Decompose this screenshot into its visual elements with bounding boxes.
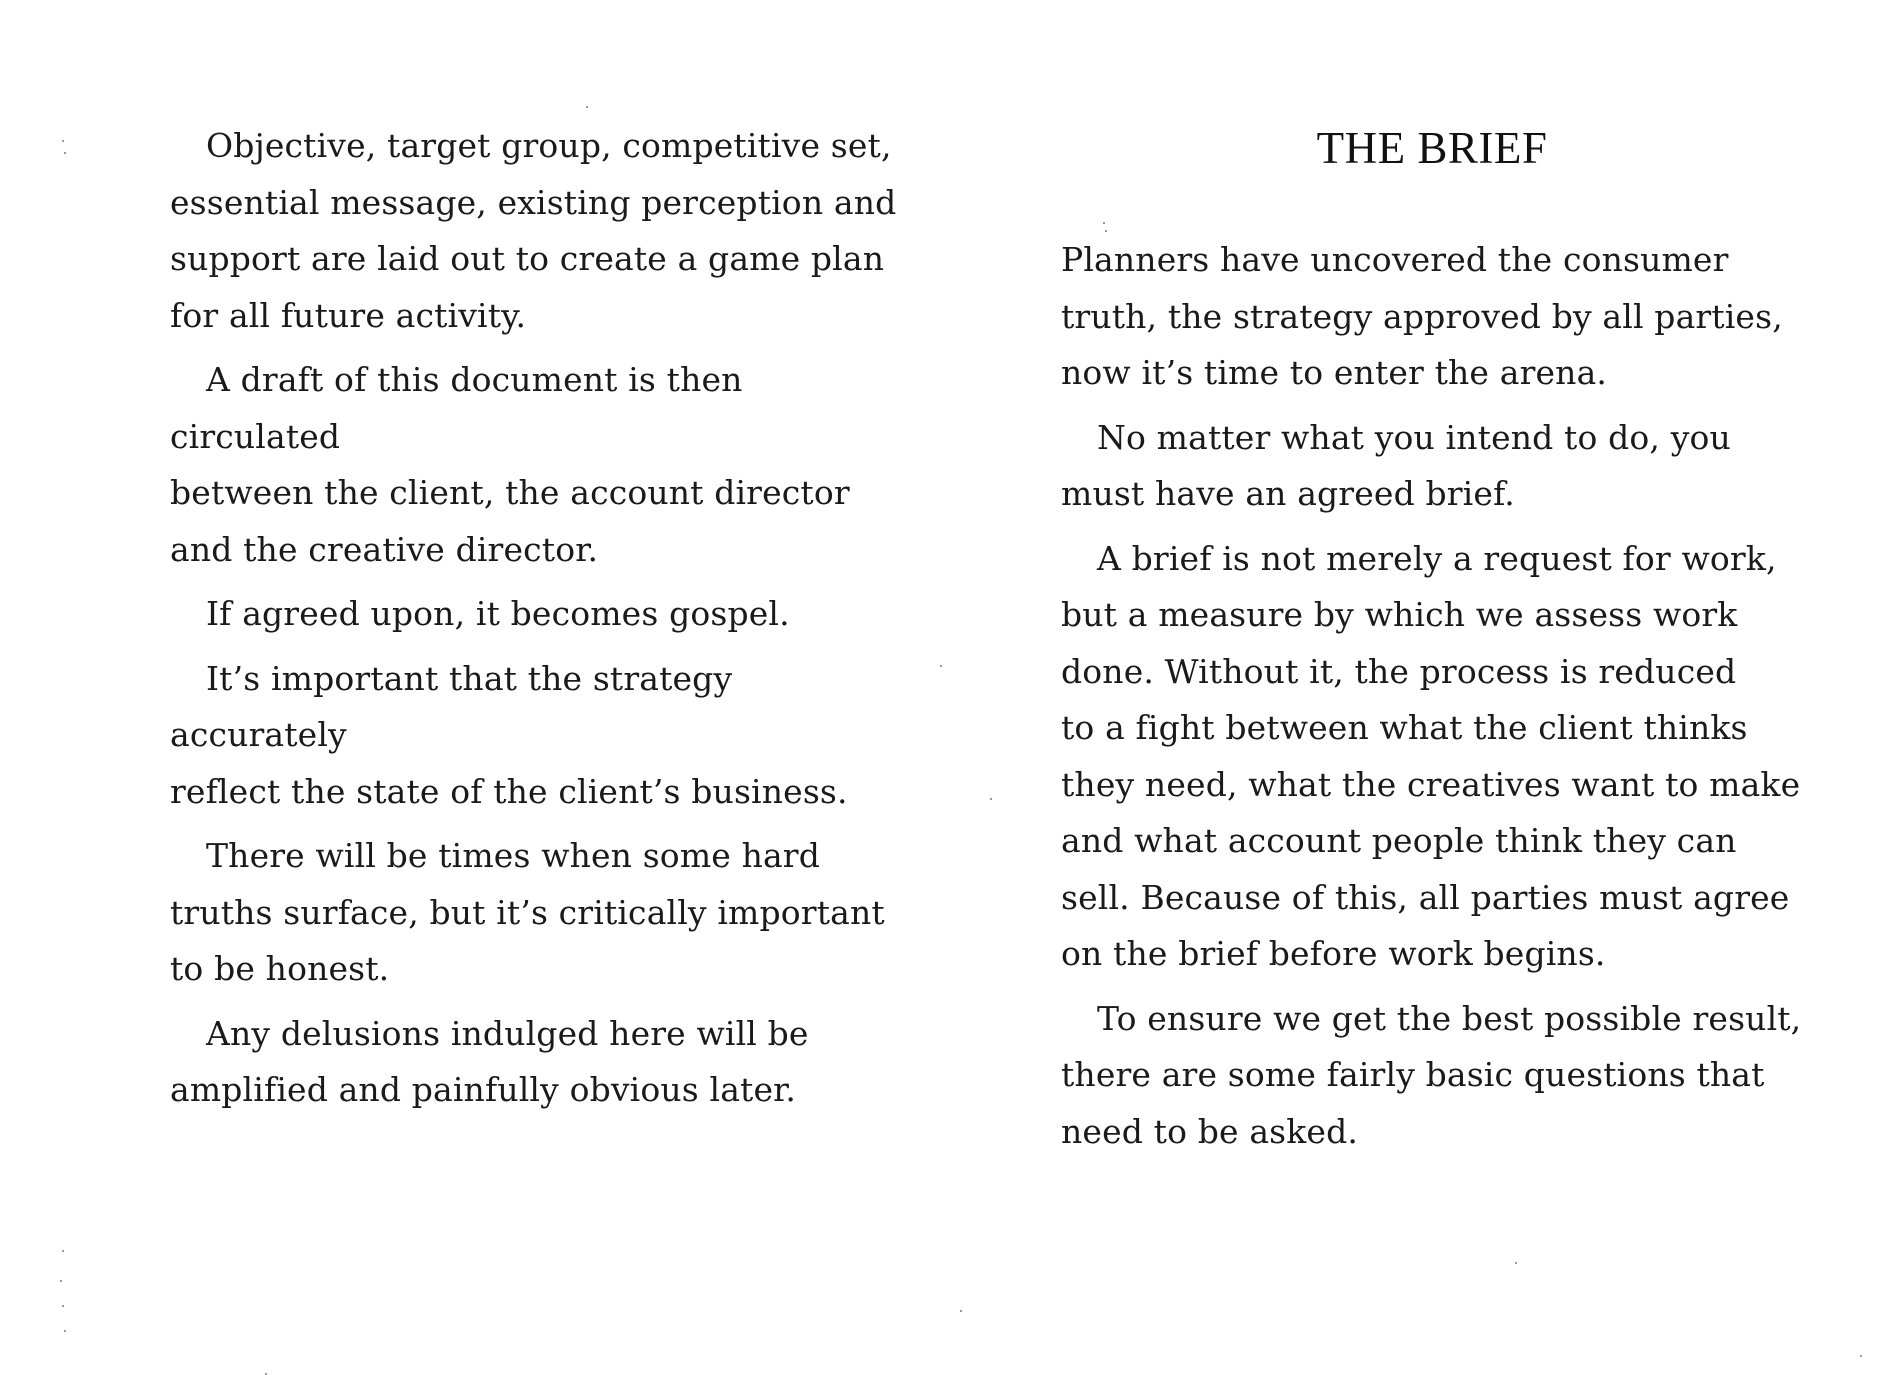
paragraph: Objective, target group, competitive set, essential message, existing perception and support are laid out to create a game plan for all future activity. [170,126,897,335]
right-text-column [1061,118,1803,1168]
scan-speck [960,1310,962,1312]
scan-speck [1515,1262,1517,1264]
paragraph: No matter what you intend to do, you must have an agreed brief. [1061,417,1731,513]
scan-speck [62,1305,64,1307]
scan-speck [64,1330,66,1332]
paragraph: Planners have uncovered the consumer truth, the strategy approved by all parties, now it’s time to enter the arena. [1061,240,1783,392]
right-page [945,0,1890,1375]
scan-speck [1860,1355,1862,1357]
scan-speck [62,1250,64,1252]
paragraph: Any delusions indulged here will be amplified and painfully obvious later. [170,1013,809,1109]
left-text-column [170,118,910,1127]
scan-speck [1105,230,1107,232]
paragraph: If agreed upon, it becomes gospel. [206,594,790,633]
paragraph: There will be times when some hard truths surface, but it’s critically important to be honest. [170,836,885,988]
scan-speck [64,152,66,154]
scan-speck [586,106,588,108]
scan-speck [990,798,992,800]
scan-speck [1103,222,1105,224]
scan-speck [60,1280,62,1282]
scan-speck [62,140,64,142]
paragraph: A draft of this document is then circulated between the client, the account director and the creative director. [170,360,850,569]
scan-speck [940,665,942,667]
paragraph: A brief is not merely a request for work, but a measure by which we assess work done. Without it, the process is reduced to a fight between what the client thinks they need, what the creatives want to make and what account people think they can sell. Because of this, all parties must agree on the brief before work begins. [1061,538,1801,973]
section-heading: THE BRIEF [1316,123,1548,173]
paragraph: To ensure we get the best possible result, there are some fairly basic questions that need to be asked. [1061,998,1802,1151]
paragraph: It’s important that the strategy accurately reflect the state of the client’s business. [170,658,848,811]
